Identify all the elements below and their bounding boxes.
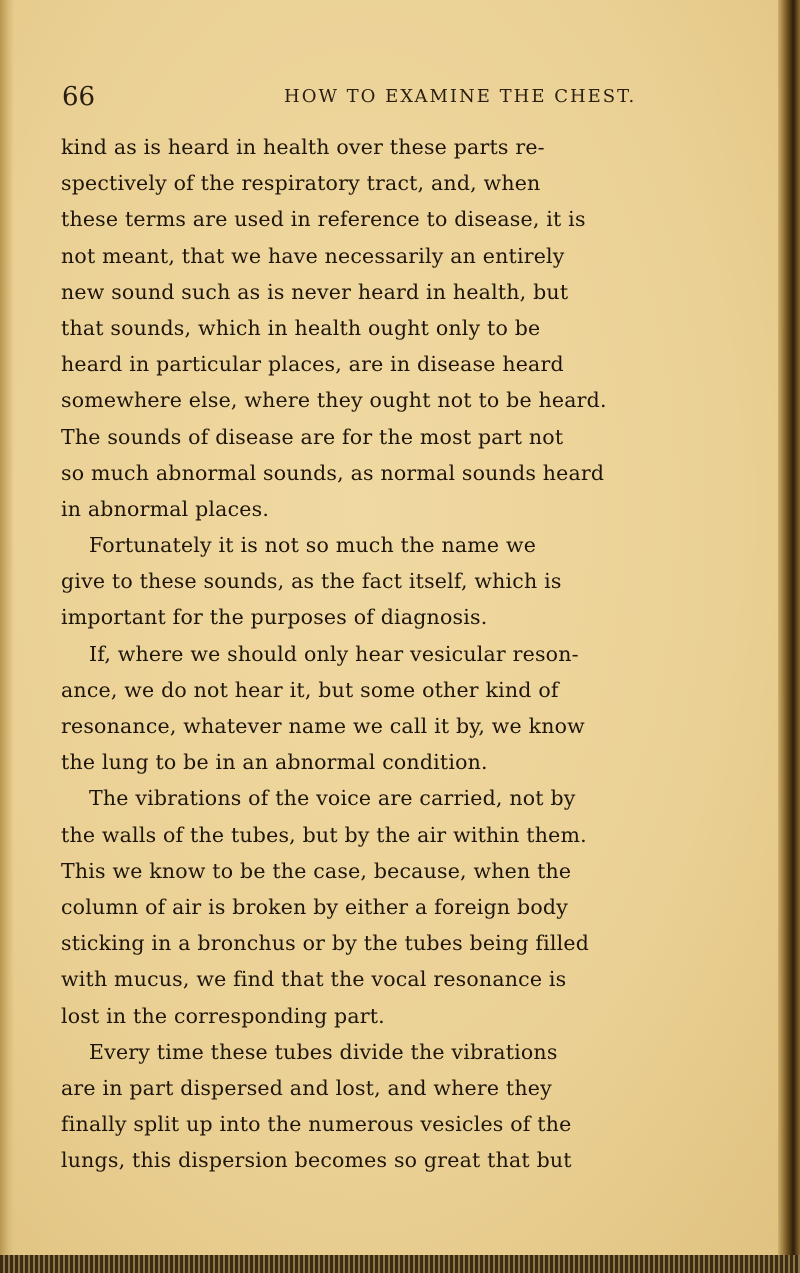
text-line: so much abnormal sounds, as normal sounds heard (61, 460, 605, 485)
text-line: with mucus, we find that the vocal resonance is (61, 967, 567, 992)
text-line: somewhere else, where they ought not to be heard. (61, 388, 607, 413)
running-head: HOW TO EXAMINE THE CHEST. (284, 86, 637, 107)
text-line: new sound such as is never heard in health, but (61, 279, 569, 304)
text-line: not meant, that we have necessarily an entirely (61, 243, 565, 268)
text-line: finally split up into the numerous vesicles of the (61, 1112, 572, 1137)
text-line: This we know to be the case, because, when the (61, 858, 572, 883)
text-line: the lung to be in an abnormal condition. (61, 750, 488, 775)
paragraph-start-line: If, where we should only hear vesicular reson- (89, 641, 579, 666)
text-line: lungs, this dispersion becomes so great that but (61, 1148, 572, 1173)
paragraph-start-line: Fortunately it is not so much the name we (89, 533, 537, 558)
body-text (61, 129, 771, 1178)
text-line: important for the purposes of diagnosis. (61, 605, 488, 630)
text-line: resonance, whatever name we call it by, we know (61, 714, 585, 738)
page-gutter (0, 0, 14, 1273)
text-line: are in part dispersed and lost, and where they (61, 1075, 552, 1100)
text-line: these terms are used in reference to disease, it is (61, 207, 586, 232)
page-edge (778, 0, 800, 1273)
page-header (62, 82, 722, 118)
text-line: give to these sounds, as the fact itself, which is (61, 569, 562, 594)
text-line: that sounds, which in health ought only to be (61, 315, 541, 340)
text-line: the walls of the tubes, but by the air within them. (61, 822, 587, 847)
text-line: The sounds of disease are for the most part not (61, 424, 564, 449)
page-number: 66 (62, 82, 96, 112)
text-line: heard in particular places, are in disease heard (61, 352, 564, 377)
paragraph-start-line: Every time these tubes divide the vibrations (89, 1039, 558, 1064)
page-bottom-edge (0, 1255, 800, 1273)
text-line: column of air is broken by either a foreign body (61, 894, 568, 919)
text-line: in abnormal places. (61, 496, 270, 521)
text-line: ance, we do not hear it, but some other kind of (61, 677, 559, 702)
text-line: lost in the corresponding part. (61, 1003, 385, 1028)
text-line: spectively of the respiratory tract, and, when (61, 171, 541, 196)
text-line: kind as is heard in health over these parts re- (61, 135, 545, 159)
paragraph-start-line: The vibrations of the voice are carried, not by (89, 786, 576, 811)
text-line: sticking in a bronchus or by the tubes being filled (61, 931, 590, 956)
